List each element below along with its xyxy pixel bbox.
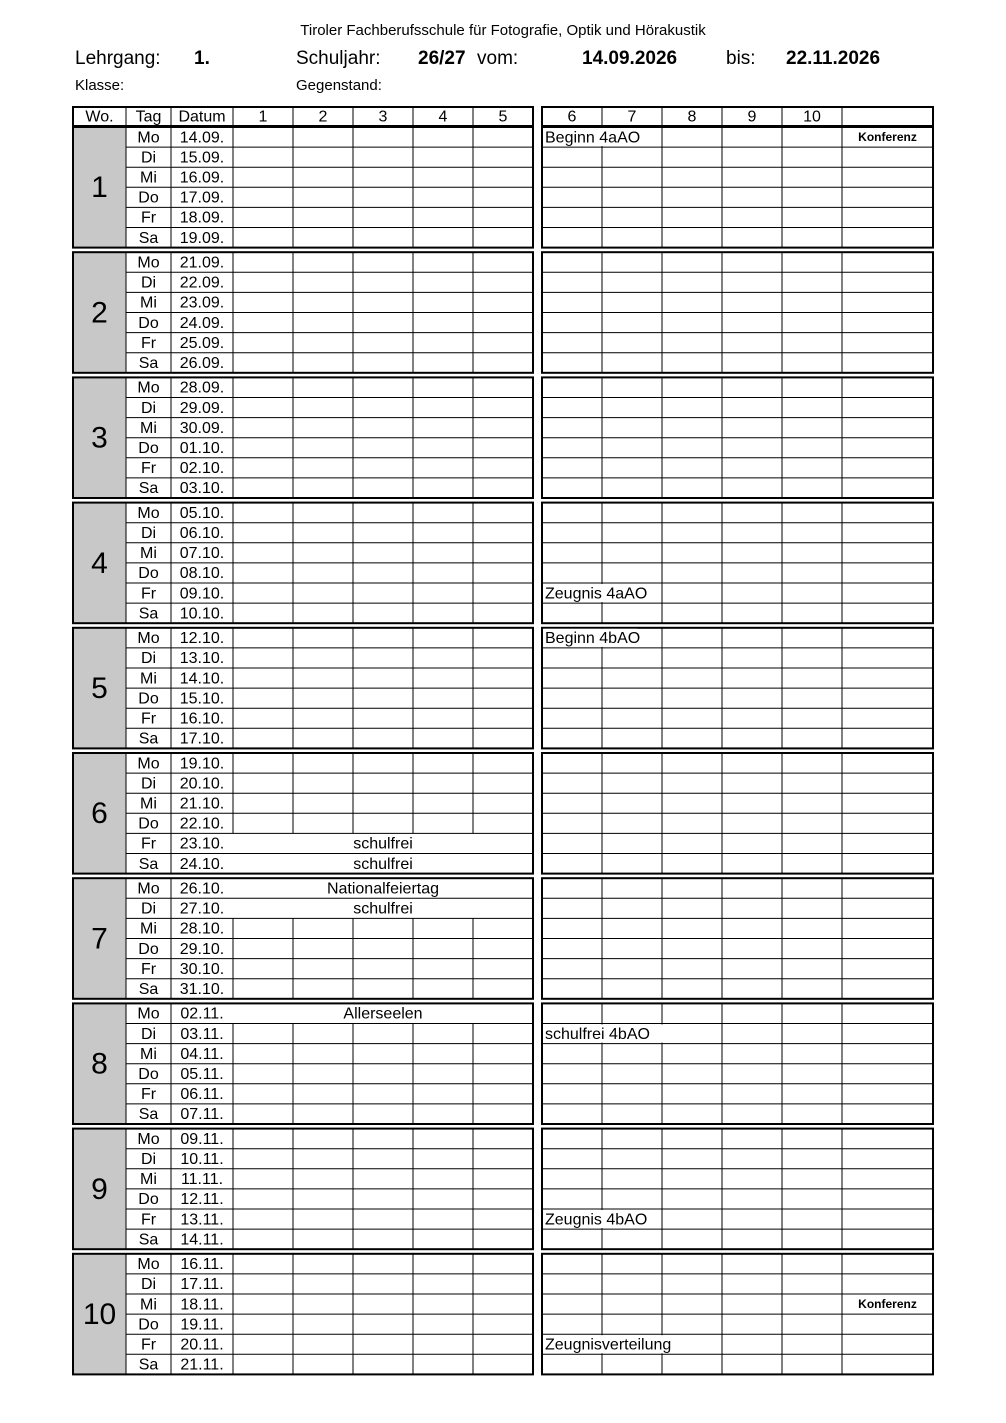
day-cell: Di — [140, 149, 157, 167]
day-cell: Mi — [140, 1296, 157, 1314]
day-cell: Sa — [138, 730, 159, 748]
day-cell: Do — [138, 565, 159, 583]
week-number: 1 — [91, 171, 108, 205]
day-cell: Fr — [140, 1336, 157, 1354]
date-cell: 18.09. — [179, 209, 225, 227]
day-cell: Sa — [138, 980, 159, 998]
date-cell: 07.10. — [179, 545, 225, 563]
week-number: 5 — [91, 672, 108, 706]
day-cell: Mi — [140, 294, 157, 312]
date-cell: 11.11. — [180, 1171, 224, 1189]
date-cell: 20.10. — [179, 775, 225, 793]
col-header-wo: Wo. — [85, 108, 114, 126]
date-cell: 19.10. — [179, 755, 225, 773]
date-cell: 16.10. — [179, 710, 225, 728]
day-cell: Do — [138, 690, 159, 708]
week-number: 2 — [91, 296, 108, 330]
date-cell: 12.11. — [180, 1191, 224, 1209]
date-cell: 19.11. — [180, 1316, 224, 1334]
day-cell: Do — [138, 1191, 159, 1209]
date-cell: 06.11. — [180, 1086, 224, 1104]
week-number: 7 — [91, 922, 108, 956]
date-cell: 29.09. — [179, 399, 225, 417]
date-cell: 27.10. — [179, 900, 225, 918]
day-cell: Mo — [137, 1005, 160, 1023]
date-cell: 26.10. — [179, 880, 225, 898]
gegenstand-label: Gegenstand: — [296, 77, 382, 94]
date-cell: 09.10. — [179, 585, 225, 603]
day-cell: Mo — [137, 880, 160, 898]
day-cell: Mi — [140, 795, 157, 813]
date-cell: 30.10. — [179, 960, 225, 978]
date-cell: 04.11. — [180, 1045, 224, 1063]
day-cell: Fr — [140, 1211, 157, 1229]
day-cell: Mo — [137, 129, 160, 147]
col-header-period: 5 — [498, 108, 508, 126]
day-cell: Fr — [140, 585, 157, 603]
day-cell: Fr — [140, 209, 157, 227]
date-cell: 18.11. — [180, 1296, 224, 1314]
date-cell: 23.09. — [179, 294, 225, 312]
day-cell: Mi — [140, 1171, 157, 1189]
date-cell: 10.11. — [180, 1150, 224, 1168]
day-cell: Mo — [137, 504, 160, 522]
col-header-period: 1 — [258, 108, 268, 126]
date-cell: 14.10. — [179, 670, 225, 688]
day-cell: Mi — [140, 169, 157, 187]
col-header-datum: Datum — [178, 108, 226, 126]
week-number: 3 — [91, 421, 108, 455]
week-number: 10 — [82, 1298, 117, 1332]
day-cell: Sa — [138, 855, 159, 873]
date-cell: 28.09. — [179, 379, 225, 397]
event-note: Beginn 4bAO — [545, 630, 641, 648]
day-cell: Di — [140, 274, 157, 292]
date-cell: 07.11. — [180, 1106, 224, 1124]
date-cell: 16.09. — [179, 169, 225, 187]
date-cell: 06.10. — [179, 524, 225, 542]
day-cell: Sa — [138, 1106, 159, 1124]
date-cell: 22.09. — [179, 274, 225, 292]
date-cell: 29.10. — [179, 940, 225, 958]
date-cell: 21.10. — [179, 795, 225, 813]
day-cell: Do — [138, 1316, 159, 1334]
date-cell: 03.10. — [179, 480, 225, 498]
date-cell: 28.10. — [179, 920, 225, 938]
day-cell: Di — [140, 1025, 157, 1043]
date-cell: 24.09. — [179, 314, 225, 332]
date-cell: 15.09. — [179, 149, 225, 167]
day-cell: Di — [140, 1276, 157, 1294]
day-cell: Mo — [137, 1130, 160, 1148]
day-cell: Fr — [140, 835, 157, 853]
col-header-period: 2 — [318, 108, 328, 126]
col-header-period: 3 — [378, 108, 388, 126]
day-cell: Do — [138, 439, 159, 457]
date-cell: 16.11. — [180, 1256, 224, 1274]
event-note: Zeugnisverteilung — [545, 1336, 672, 1354]
merged-note: schulfrei — [353, 900, 413, 918]
date-cell: 21.11. — [180, 1356, 224, 1374]
week-number: 6 — [91, 797, 108, 831]
date-cell: 24.10. — [179, 855, 225, 873]
day-cell: Di — [140, 775, 157, 793]
date-cell: 12.10. — [179, 630, 225, 648]
week-number: 8 — [91, 1047, 108, 1081]
day-cell: Mo — [137, 379, 160, 397]
date-cell: 25.09. — [179, 334, 225, 352]
konferenz-note: Konferenz — [858, 1297, 917, 1312]
date-cell: 01.10. — [179, 439, 225, 457]
date-cell: 17.11. — [180, 1276, 224, 1294]
day-cell: Mi — [140, 545, 157, 563]
date-cell: 17.10. — [179, 730, 225, 748]
header-right-frame — [542, 107, 933, 126]
event-note: Zeugnis 4bAO — [545, 1211, 648, 1229]
day-cell: Mo — [137, 1256, 160, 1274]
col-header-period: 9 — [747, 108, 757, 126]
day-cell: Fr — [140, 960, 157, 978]
date-cell: 14.11. — [180, 1231, 224, 1249]
col-header-tag: Tag — [135, 108, 162, 126]
day-cell: Sa — [138, 1231, 159, 1249]
date-cell: 31.10. — [179, 980, 225, 998]
konferenz-note: Konferenz — [858, 130, 917, 145]
date-cell: 02.11. — [180, 1005, 224, 1023]
col-header-period: 7 — [627, 108, 637, 126]
day-cell: Sa — [138, 480, 159, 498]
date-cell: 03.11. — [180, 1025, 224, 1043]
event-note: schulfrei 4bAO — [545, 1025, 650, 1043]
day-cell: Fr — [140, 710, 157, 728]
col-header-period: 4 — [438, 108, 448, 126]
date-cell: 22.10. — [179, 815, 225, 833]
day-cell: Do — [138, 314, 159, 332]
day-cell: Di — [140, 399, 157, 417]
date-cell: 13.11. — [180, 1211, 224, 1229]
day-cell: Fr — [140, 1086, 157, 1104]
day-cell: Do — [138, 815, 159, 833]
date-cell: 14.09. — [179, 129, 225, 147]
schuljahr-value: 26/27 — [418, 48, 466, 69]
week-number: 4 — [91, 546, 108, 580]
date-cell: 30.09. — [179, 419, 225, 437]
bis-value: 22.11.2026 — [786, 48, 881, 69]
day-cell: Do — [138, 1065, 159, 1083]
day-cell: Mi — [140, 1045, 157, 1063]
event-note: Zeugnis 4aAO — [545, 585, 648, 603]
schuljahr-label: Schuljahr: — [296, 48, 381, 69]
date-cell: 13.10. — [179, 650, 225, 668]
day-cell: Sa — [138, 1356, 159, 1374]
day-cell: Mi — [140, 419, 157, 437]
date-cell: 20.11. — [180, 1336, 224, 1354]
vom-label: vom: — [477, 48, 519, 69]
day-cell: Sa — [138, 605, 159, 623]
col-header-period: 8 — [687, 108, 697, 126]
day-cell: Sa — [138, 354, 159, 372]
klasse-label: Klasse: — [75, 77, 125, 94]
date-cell: 19.09. — [179, 229, 225, 247]
school-title: Tiroler Fachberufsschule für Fotografie, Optik und Hörakustik — [300, 22, 706, 39]
date-cell: 26.09. — [179, 354, 225, 372]
date-cell: 15.10. — [179, 690, 225, 708]
day-cell: Mo — [137, 755, 160, 773]
merged-note: schulfrei — [353, 835, 413, 853]
bis-label: bis: — [726, 48, 756, 69]
date-cell: 02.10. — [179, 460, 225, 478]
date-cell: 08.10. — [179, 565, 225, 583]
day-cell: Di — [140, 524, 157, 542]
vom-value: 14.09.2026 — [582, 48, 678, 69]
day-cell: Mi — [140, 920, 157, 938]
merged-note: schulfrei — [353, 855, 413, 873]
lehrgang-value: 1. — [194, 48, 210, 69]
date-cell: 23.10. — [179, 835, 225, 853]
date-cell: 09.11. — [180, 1130, 224, 1148]
date-cell: 21.09. — [179, 254, 225, 272]
week-number: 9 — [91, 1172, 108, 1206]
day-cell: Fr — [140, 334, 157, 352]
day-cell: Mi — [140, 670, 157, 688]
lehrgang-label: Lehrgang: — [75, 48, 161, 69]
day-cell: Do — [138, 940, 159, 958]
col-header-period: 10 — [803, 108, 821, 126]
date-cell: 05.10. — [179, 504, 225, 522]
date-cell: 17.09. — [179, 189, 225, 207]
day-cell: Di — [140, 650, 157, 668]
day-cell: Do — [138, 189, 159, 207]
day-cell: Sa — [138, 229, 159, 247]
day-cell: Di — [140, 900, 157, 918]
day-cell: Fr — [140, 460, 157, 478]
merged-note: Nationalfeiertag — [326, 880, 440, 898]
event-note: Beginn 4aAO — [545, 129, 641, 147]
merged-note: Allerseelen — [343, 1005, 423, 1023]
col-header-period: 6 — [567, 108, 577, 126]
date-cell: 10.10. — [179, 605, 225, 623]
day-cell: Mo — [137, 630, 160, 648]
day-cell: Mo — [137, 254, 160, 272]
day-cell: Di — [140, 1150, 157, 1168]
date-cell: 05.11. — [180, 1065, 224, 1083]
